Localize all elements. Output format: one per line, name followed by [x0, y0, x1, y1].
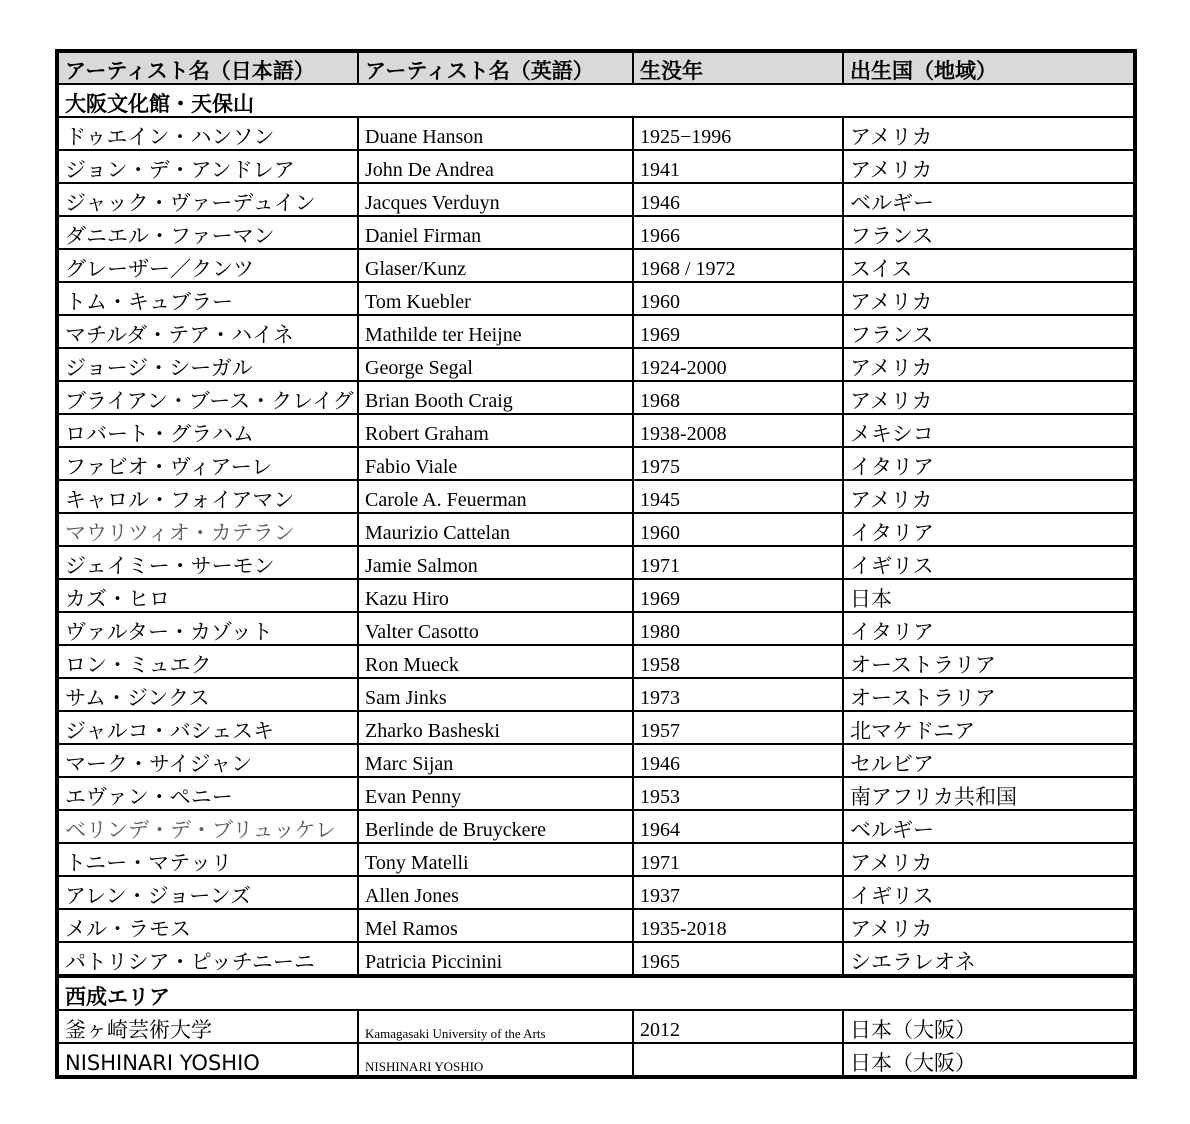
- artist-years: 1941: [633, 150, 843, 183]
- artist-name-ja: ドゥエイン・ハンソン: [57, 117, 358, 150]
- artist-name-en: Carole A. Feuerman: [358, 480, 633, 513]
- artist-name-ja: 釜ヶ崎芸術大学: [57, 1010, 358, 1043]
- artist-years: 1925−1996: [633, 117, 843, 150]
- artist-table-body: [57, 51, 1135, 1077]
- artist-name-en: Jacques Verduyn: [358, 183, 633, 216]
- artist-years: 1960: [633, 282, 843, 315]
- artist-years: 1958: [633, 645, 843, 678]
- artist-row: [57, 381, 1135, 414]
- artist-name-ja: ジョージ・シーガル: [57, 348, 358, 381]
- artist-name-ja: アレン・ジョーンズ: [57, 876, 358, 909]
- artist-years: 2012: [633, 1010, 843, 1043]
- artist-years: 1937: [633, 876, 843, 909]
- header-name-en: アーティスト名（英語）: [358, 51, 633, 84]
- header-years: 生没年: [633, 51, 843, 84]
- artist-name-en: Mathilde ter Heijne: [358, 315, 633, 348]
- artist-country: アメリカ: [843, 381, 1135, 414]
- artist-country: 日本（大阪）: [843, 1043, 1135, 1077]
- artist-name-ja: ジャック・ヴァーデュイン: [57, 183, 358, 216]
- section-row: [57, 976, 1135, 1010]
- artist-name-en: Daniel Firman: [358, 216, 633, 249]
- artist-country: アメリカ: [843, 282, 1135, 315]
- artist-row: [57, 645, 1135, 678]
- artist-name-ja: ベリンデ・デ・ブリュッケレ: [57, 810, 358, 843]
- artist-name-ja: パトリシア・ピッチニーニ: [57, 942, 358, 976]
- artist-row: [57, 216, 1135, 249]
- artist-row: [57, 513, 1135, 546]
- artist-name-en: Brian Booth Craig: [358, 381, 633, 414]
- artist-name-ja: NISHINARI YOSHIO: [57, 1043, 358, 1077]
- artist-row: [57, 810, 1135, 843]
- section-title: 西成エリア: [57, 976, 1135, 1010]
- artist-name-en: John De Andrea: [358, 150, 633, 183]
- artist-country: 南アフリカ共和国: [843, 777, 1135, 810]
- artist-row: [57, 315, 1135, 348]
- artist-name-ja: マチルダ・テア・ハイネ: [57, 315, 358, 348]
- artist-name-ja: ジョン・デ・アンドレア: [57, 150, 358, 183]
- artist-row: [57, 777, 1135, 810]
- artist-years: 1953: [633, 777, 843, 810]
- artist-years: 1924-2000: [633, 348, 843, 381]
- artist-name-en: Robert Graham: [358, 414, 633, 447]
- artist-row: [57, 150, 1135, 183]
- artist-name-ja: エヴァン・ペニー: [57, 777, 358, 810]
- artist-years: 1960: [633, 513, 843, 546]
- artist-country: フランス: [843, 315, 1135, 348]
- artist-name-en: Mel Ramos: [358, 909, 633, 942]
- artist-name-en: Jamie Salmon: [358, 546, 633, 579]
- artist-name-ja: カズ・ヒロ: [57, 579, 358, 612]
- artist-years: [633, 1043, 843, 1077]
- artist-row: [57, 249, 1135, 282]
- artist-name-en: George Segal: [358, 348, 633, 381]
- artist-name-ja: ロン・ミュエク: [57, 645, 358, 678]
- artist-name-en: Evan Penny: [358, 777, 633, 810]
- artist-years: 1965: [633, 942, 843, 976]
- artist-country: イギリス: [843, 546, 1135, 579]
- artist-years: 1945: [633, 480, 843, 513]
- artist-name-en: Kamagasaki University of the Arts: [358, 1010, 633, 1043]
- artist-country: イギリス: [843, 876, 1135, 909]
- section-row: [57, 84, 1135, 117]
- artist-name-en: Patricia Piccinini: [358, 942, 633, 976]
- artist-country: イタリア: [843, 513, 1135, 546]
- artist-name-en: Berlinde de Bruyckere: [358, 810, 633, 843]
- artist-row: [57, 1010, 1135, 1043]
- artist-years: 1968: [633, 381, 843, 414]
- artist-years: 1946: [633, 744, 843, 777]
- artist-row: [57, 942, 1135, 976]
- artist-country: フランス: [843, 216, 1135, 249]
- artist-country: シエラレオネ: [843, 942, 1135, 976]
- artist-name-en: Tony Matelli: [358, 843, 633, 876]
- artist-row: [57, 480, 1135, 513]
- artist-name-ja: ファビオ・ヴィアーレ: [57, 447, 358, 480]
- section-title: 大阪文化館・天保山: [57, 84, 1135, 117]
- artist-country: 北マケドニア: [843, 711, 1135, 744]
- artist-country: オーストラリア: [843, 678, 1135, 711]
- artist-row: [57, 414, 1135, 447]
- artist-name-ja: キャロル・フォイアマン: [57, 480, 358, 513]
- artist-row: [57, 1043, 1135, 1077]
- artist-years: 1946: [633, 183, 843, 216]
- artist-name-ja: マーク・サイジャン: [57, 744, 358, 777]
- artist-row: [57, 909, 1135, 942]
- artist-name-ja: ヴァルター・カゾット: [57, 612, 358, 645]
- artist-row: [57, 546, 1135, 579]
- artist-country: アメリカ: [843, 150, 1135, 183]
- artist-name-en: Allen Jones: [358, 876, 633, 909]
- artist-years: 1964: [633, 810, 843, 843]
- artist-years: 1971: [633, 843, 843, 876]
- artist-row: [57, 678, 1135, 711]
- artist-name-ja: サム・ジンクス: [57, 678, 358, 711]
- artist-name-ja: ロバート・グラハム: [57, 414, 358, 447]
- artist-years: 1975: [633, 447, 843, 480]
- artist-years: 1971: [633, 546, 843, 579]
- artist-country: アメリカ: [843, 348, 1135, 381]
- artist-row: [57, 843, 1135, 876]
- artist-name-en: Maurizio Cattelan: [358, 513, 633, 546]
- artist-name-en: Marc Sijan: [358, 744, 633, 777]
- artist-name-ja: トニー・マテッリ: [57, 843, 358, 876]
- artist-row: [57, 447, 1135, 480]
- artist-name-en: NISHINARI YOSHIO: [358, 1043, 633, 1077]
- artist-name-en: Glaser/Kunz: [358, 249, 633, 282]
- artist-row: [57, 744, 1135, 777]
- artist-name-en: Valter Casotto: [358, 612, 633, 645]
- artist-name-en: Tom Kuebler: [358, 282, 633, 315]
- artist-row: [57, 183, 1135, 216]
- artist-name-ja: ダニエル・ファーマン: [57, 216, 358, 249]
- artist-row: [57, 711, 1135, 744]
- artist-country: アメリカ: [843, 480, 1135, 513]
- artist-country: アメリカ: [843, 909, 1135, 942]
- artist-name-en: Ron Mueck: [358, 645, 633, 678]
- header-country: 出生国（地域）: [843, 51, 1135, 84]
- artist-country: ベルギー: [843, 810, 1135, 843]
- artist-table: [55, 49, 1137, 1079]
- artist-row: [57, 117, 1135, 150]
- artist-name-ja: グレーザー／クンツ: [57, 249, 358, 282]
- artist-name-en: Fabio Viale: [358, 447, 633, 480]
- artist-country: イタリア: [843, 447, 1135, 480]
- artist-name-ja: ブライアン・ブース・クレイグ: [57, 381, 358, 414]
- artist-name-ja: トム・キュブラー: [57, 282, 358, 315]
- artist-name-en: Sam Jinks: [358, 678, 633, 711]
- artist-country: 日本: [843, 579, 1135, 612]
- artist-name-ja: ジャルコ・バシェスキ: [57, 711, 358, 744]
- artist-years: 1980: [633, 612, 843, 645]
- artist-years: 1969: [633, 315, 843, 348]
- artist-years: 1968 / 1972: [633, 249, 843, 282]
- artist-row: [57, 612, 1135, 645]
- artist-name-en: Duane Hanson: [358, 117, 633, 150]
- artist-name-en: Kazu Hiro: [358, 579, 633, 612]
- artist-years: 1957: [633, 711, 843, 744]
- artist-country: メキシコ: [843, 414, 1135, 447]
- artist-country: ベルギー: [843, 183, 1135, 216]
- artist-country: アメリカ: [843, 117, 1135, 150]
- artist-name-ja: メル・ラモス: [57, 909, 358, 942]
- artist-country: イタリア: [843, 612, 1135, 645]
- artist-country: スイス: [843, 249, 1135, 282]
- artist-years: 1935-2018: [633, 909, 843, 942]
- artist-row: [57, 348, 1135, 381]
- artist-row: [57, 579, 1135, 612]
- artist-name-en: Zharko Basheski: [358, 711, 633, 744]
- artist-country: 日本（大阪）: [843, 1010, 1135, 1043]
- artist-row: [57, 876, 1135, 909]
- artist-years: 1966: [633, 216, 843, 249]
- header-name-ja: アーティスト名（日本語）: [57, 51, 358, 84]
- artist-years: 1938-2008: [633, 414, 843, 447]
- artist-name-ja: マウリツィオ・カテラン: [57, 513, 358, 546]
- artist-country: オーストラリア: [843, 645, 1135, 678]
- artist-years: 1969: [633, 579, 843, 612]
- artist-years: 1973: [633, 678, 843, 711]
- artist-country: セルビア: [843, 744, 1135, 777]
- artist-country: アメリカ: [843, 843, 1135, 876]
- artist-name-ja: ジェイミー・サーモン: [57, 546, 358, 579]
- header-row: [57, 51, 1135, 84]
- artist-row: [57, 282, 1135, 315]
